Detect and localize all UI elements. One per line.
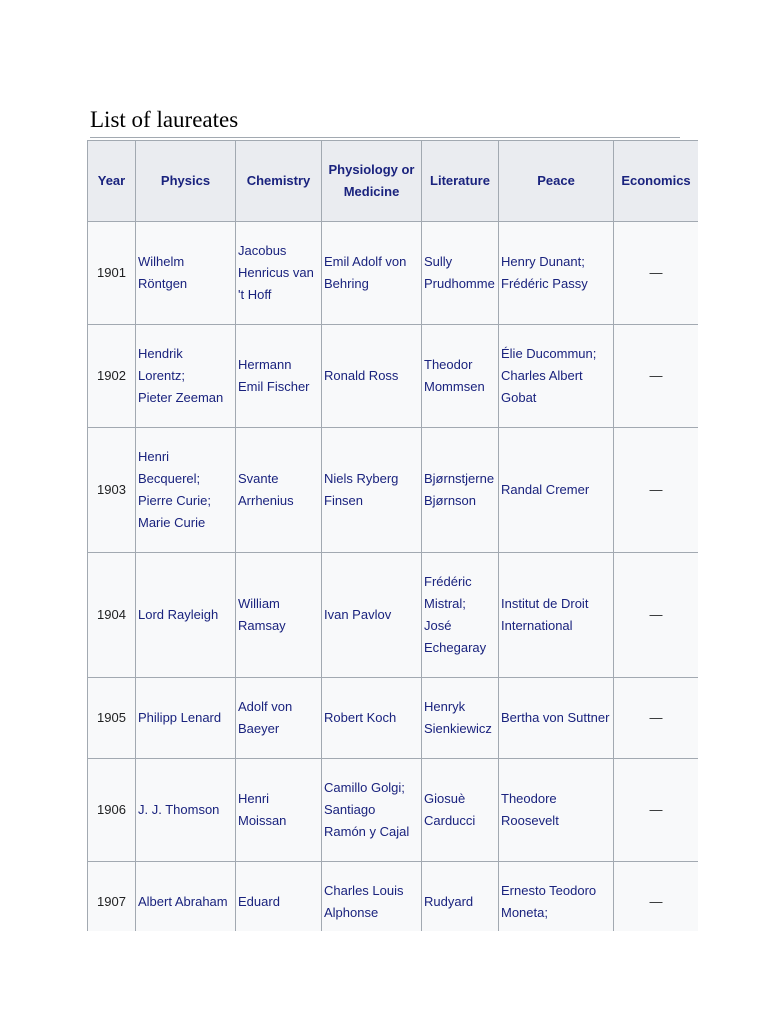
medicine-laureate-link[interactable]: Santiago Ramón y Cajal <box>324 802 410 839</box>
chemistry-laureate-link[interactable]: William Ramsay <box>236 553 322 678</box>
peace-cell <box>499 325 614 428</box>
peace-laureate-link[interactable]: Randal Cremer <box>499 428 614 553</box>
economics-cell: — <box>614 428 699 553</box>
economics-cell: — <box>614 222 699 325</box>
section-heading: List of laureates <box>90 106 680 138</box>
literature-laureate-link[interactable]: Frédéric Mistral; <box>424 574 472 611</box>
peace-laureate-link[interactable]: Frédéric Passy <box>501 276 588 291</box>
economics-cell: — <box>614 553 699 678</box>
year-cell: 1903 <box>88 428 136 553</box>
laureates-table <box>87 140 698 931</box>
chemistry-laureate-link[interactable]: Eduard <box>236 862 322 932</box>
column-header-physics[interactable]: Physics <box>136 141 236 222</box>
physics-laureate-link[interactable]: Hendrik Lorentz; <box>138 346 185 383</box>
physics-laureate-link[interactable]: J. J. Thomson <box>136 759 236 862</box>
literature-laureate-link[interactable]: Rudyard <box>422 862 499 932</box>
column-header-literature[interactable]: Literature <box>422 141 499 222</box>
column-header-economics[interactable]: Economics <box>614 141 699 222</box>
laureates-table-container <box>87 140 698 931</box>
literature-laureate-link[interactable]: Bjørnstjerne Bjørnson <box>422 428 499 553</box>
year-cell: 1907 <box>88 862 136 932</box>
literature-laureate-link[interactable]: Henryk Sienkiewicz <box>422 678 499 759</box>
year-cell: 1904 <box>88 553 136 678</box>
peace-laureate-link[interactable]: Ernesto Teodoro Moneta; <box>499 862 614 932</box>
economics-cell: — <box>614 759 699 862</box>
medicine-laureate-link[interactable]: Niels Ryberg Finsen <box>322 428 422 553</box>
economics-cell: — <box>614 325 699 428</box>
medicine-laureate-link[interactable]: Camillo Golgi; <box>324 780 405 795</box>
column-header-peace[interactable]: Peace <box>499 141 614 222</box>
table-row <box>88 325 699 428</box>
literature-laureate-link[interactable]: Sully Prudhomme <box>422 222 499 325</box>
table-row <box>88 428 699 553</box>
literature-laureate-link[interactable]: José Echegaray <box>424 618 487 655</box>
medicine-laureate-link[interactable]: Charles Louis Alphonse <box>322 862 422 932</box>
physics-laureate-link[interactable]: Lord Rayleigh <box>136 553 236 678</box>
medicine-cell <box>322 759 422 862</box>
year-cell: 1905 <box>88 678 136 759</box>
peace-laureate-link[interactable]: Theodore Roosevelt <box>499 759 614 862</box>
economics-cell: — <box>614 862 699 932</box>
literature-laureate-link[interactable]: Theodor Mommsen <box>422 325 499 428</box>
table-header-row <box>88 141 699 222</box>
column-header-year[interactable]: Year <box>88 141 136 222</box>
year-cell: 1906 <box>88 759 136 862</box>
peace-cell <box>499 222 614 325</box>
column-header-medicine[interactable]: Physiology or Medicine <box>322 141 422 222</box>
physics-laureate-link[interactable]: Albert Abraham <box>136 862 236 932</box>
table-row <box>88 678 699 759</box>
chemistry-laureate-link[interactable]: Adolf von Baeyer <box>236 678 322 759</box>
economics-cell: — <box>614 678 699 759</box>
medicine-laureate-link[interactable]: Robert Koch <box>322 678 422 759</box>
medicine-laureate-link[interactable]: Emil Adolf von Behring <box>322 222 422 325</box>
table-row <box>88 222 699 325</box>
table-row <box>88 759 699 862</box>
physics-laureate-link[interactable]: Philipp Lenard <box>136 678 236 759</box>
peace-laureate-link[interactable]: Institut de Droit International <box>499 553 614 678</box>
chemistry-laureate-link[interactable]: Svante Arrhenius <box>236 428 322 553</box>
chemistry-laureate-link[interactable]: Hermann Emil Fischer <box>236 325 322 428</box>
table-row <box>88 553 699 678</box>
column-header-chemistry[interactable]: Chemistry <box>236 141 322 222</box>
peace-laureate-link[interactable]: Henry Dunant; <box>501 254 585 269</box>
physics-cell <box>136 325 236 428</box>
peace-laureate-link[interactable]: Bertha von Suttner <box>499 678 614 759</box>
medicine-laureate-link[interactable]: Ronald Ross <box>322 325 422 428</box>
chemistry-laureate-link[interactable]: Henri Moissan <box>236 759 322 862</box>
peace-laureate-link[interactable]: Charles Albert Gobat <box>501 368 583 405</box>
physics-laureate-link[interactable]: Pierre Curie; <box>138 493 211 508</box>
year-cell: 1901 <box>88 222 136 325</box>
physics-laureate-link[interactable]: Henri Becquerel; <box>138 449 201 486</box>
table-row <box>88 862 699 932</box>
literature-cell <box>422 553 499 678</box>
physics-laureate-link[interactable]: Marie Curie <box>138 515 206 530</box>
peace-laureate-link[interactable]: Élie Ducommun; <box>501 346 597 361</box>
chemistry-laureate-link[interactable]: Jacobus Henricus van 't Hoff <box>236 222 322 325</box>
medicine-laureate-link[interactable]: Ivan Pavlov <box>322 553 422 678</box>
physics-laureate-link[interactable]: Wilhelm Röntgen <box>136 222 236 325</box>
physics-laureate-link[interactable]: Pieter Zeeman <box>138 390 224 405</box>
year-cell: 1902 <box>88 325 136 428</box>
physics-cell <box>136 428 236 553</box>
literature-laureate-link[interactable]: Giosuè Carducci <box>422 759 499 862</box>
